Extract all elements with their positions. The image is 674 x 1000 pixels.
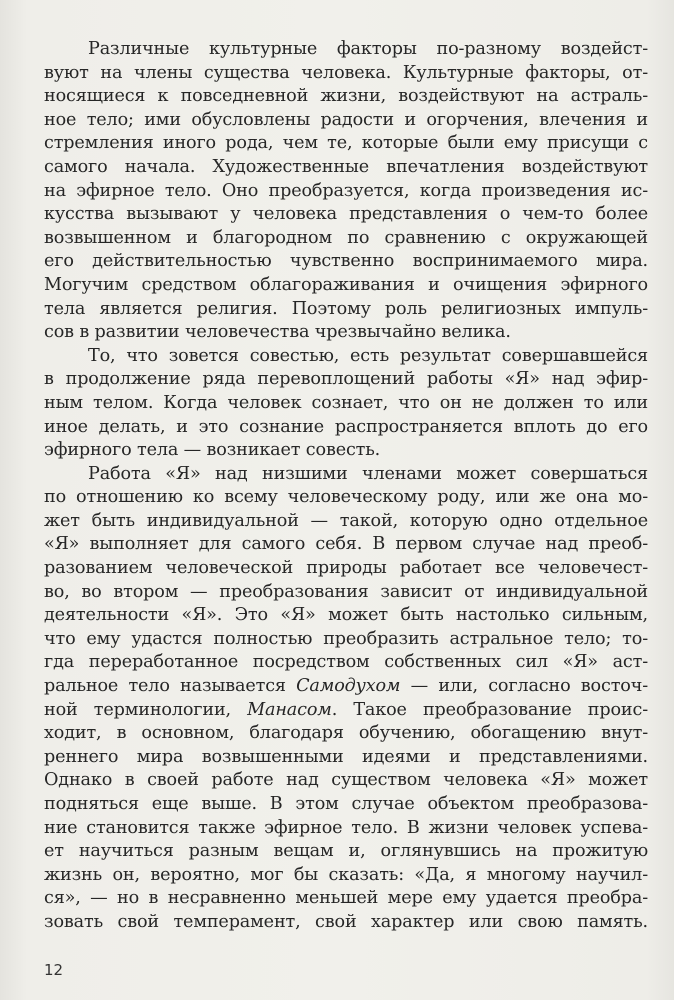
text-line: реннего мира возвышенными идеями и представлениями.: [44, 746, 648, 767]
text-line: в продолжение ряда перевоплощений работы «Я» над эфир-: [44, 369, 648, 390]
text-line: Различные культурные факторы по-разному воздейст-: [88, 39, 648, 59]
body-text: [44, 38, 648, 935]
text-line: вуют на члены существа человека. Культурные факторы, от-: [44, 62, 648, 83]
text-line: ной терминологии, Манасом. Такое преобразование проис-: [44, 699, 649, 720]
text-line: подняться еще выше. В этом случае объектом преобразова-: [44, 794, 648, 814]
text-line: ходит, в основном, благодаря обучению, обогащению внут-: [44, 723, 648, 744]
text-line: гда переработанное посредством собственных сил «Я» аст-: [44, 652, 648, 673]
text-line: тела является религия. Поэтому роль религиозных импуль-: [44, 298, 648, 319]
text-line: на эфирное тело. Оно преобразуется, когда произведения ис-: [44, 180, 648, 201]
emphasized-term: Самодухом: [296, 676, 401, 697]
text-line: ным телом. Когда человек сознает, что он не должен то или: [44, 392, 648, 413]
text-line: стремления иного рода, чем те, которые были ему присущи с: [44, 133, 648, 154]
text-line: жет быть индивидуальной — такой, которую одно отдельное: [44, 510, 648, 531]
emphasized-term: Манасом: [247, 699, 332, 720]
text-line: Работа «Я» над низшими членами может совершаться: [88, 463, 648, 484]
text-line: То, что зовется совестью, есть результат совершавшейся: [88, 345, 648, 366]
text-line: Однако в своей работе над существом человека «Я» может: [44, 770, 648, 791]
text-line: самого начала. Художественные впечатления воздействуют: [44, 156, 648, 177]
text-line: во, во втором — преобразования зависит от индивидуальной: [44, 581, 648, 602]
text-line: иное делать, и это сознание распространяется вплоть до его: [44, 416, 648, 437]
text-line: по отношению ко всему человеческому роду, или же она мо-: [44, 487, 648, 508]
text-line: его действительностью чувственно воспринимаемого мира.: [44, 251, 648, 272]
text-line: ние становится также эфирное тело. В жизни человек успева-: [44, 817, 648, 838]
text-line: зовать свой темперамент, свой характер или свою память.: [44, 911, 648, 932]
text-line: деятельности «Я». Это «Я» может быть настолько сильным,: [44, 605, 648, 626]
text-line: ет научиться разным вещам и, оглянувшись на прожитую: [44, 841, 648, 862]
text-line: разованием человеческой природы работает все человечест-: [44, 558, 648, 579]
text-line: Могучим средством облагораживания и очищения эфирного: [44, 274, 648, 295]
text-line: кусства вызывают у человека представления о чем-то более: [44, 204, 648, 225]
text-line: носящиеся к повседневной жизни, воздействуют на астраль-: [44, 86, 648, 107]
text-line: ся», — но в несравненно меньшей мере ему удается преобра-: [44, 888, 648, 909]
text-line: жизнь он, вероятно, мог бы сказать: «Да, я многому научил-: [44, 864, 648, 885]
text-line: что ему удастся полностью преобразить астральное тело; то-: [44, 628, 648, 649]
text-line: эфирного тела — возникает совесть.: [44, 440, 381, 461]
text-line: сов в развитии человечества чрезвычайно велика.: [44, 322, 511, 343]
page-number: 12: [44, 961, 64, 979]
text-line: «Я» выполняет для самого себя. В первом случае над преоб-: [44, 534, 648, 555]
text-line: ральное тело называется Самодухом — или, согласно восточ-: [44, 676, 648, 697]
text-line: ное тело; ими обусловлены радости и огорчения, влечения и: [44, 109, 648, 130]
text-line: возвышенном и благородном по сравнению с окружающей: [44, 227, 648, 248]
